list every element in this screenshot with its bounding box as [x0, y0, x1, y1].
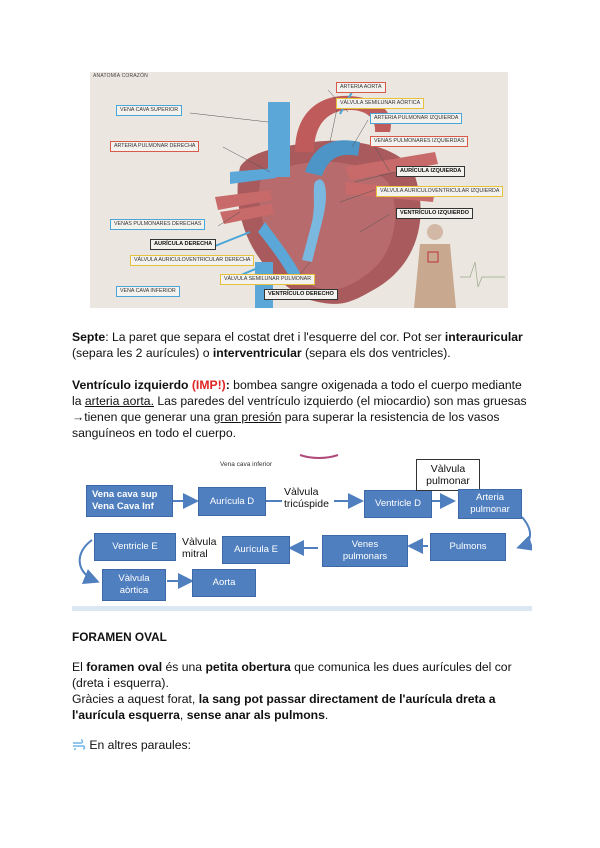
- vena-cava-box: [86, 485, 173, 517]
- septe-text-2: (separa les 2 aurícules) o: [72, 346, 213, 360]
- foramen-paragraph-2: [72, 691, 534, 723]
- label-valvula-semilunar-pulmonar: VÁLVULA SEMILUNAR PULMONAR: [220, 274, 315, 285]
- septe-term: Septe: [72, 330, 106, 344]
- petita-obertura-term: petita obertura: [205, 660, 291, 674]
- figure-corner-label: ANATOMÍA CORAZÓN: [93, 73, 148, 79]
- label-ventriculo-izquierdo: VENTRÍCULO IZQUIERDO: [396, 208, 473, 219]
- valvula-mitral-line-2: mitral: [182, 548, 208, 560]
- label-venas-pulmonares-izquierdas: VENAS PULMONARES IZQUIERDAS: [370, 136, 468, 147]
- interventricular-term: interventricular: [212, 346, 302, 360]
- valvula-tricuspide-line-2: tricúspide: [284, 498, 329, 510]
- valvula-aortica-line-1: Vàlvula: [118, 573, 150, 584]
- valvula-tricuspide-line-1: Vàlvula: [284, 486, 319, 498]
- valvula-tricuspide-text: [284, 486, 329, 510]
- foramen-heading: FORAMEN OVAL: [72, 630, 167, 644]
- foramen-p2-a: Gràcies a aquest forat,: [72, 692, 199, 706]
- label-valvula-semilunar-aortica: VÁLVULA SEMILUNAR AÓRTICA: [336, 98, 424, 109]
- ventriculo-text-1: bombea sangre oxigenada a todo el cuerpo mediante la: [72, 378, 522, 408]
- label-valvula-auriculoventricular-derecha: VÁLVULA AURICULOVENTRICULAR DERECHA: [130, 255, 254, 266]
- label-arteria-pulmonar-izquierda: ARTERIA PULMONAR IZQUIERDA: [370, 113, 462, 124]
- ventriculo-paragraph: [72, 377, 534, 441]
- foramen-p2-c: ,: [179, 708, 187, 722]
- gran-presion-text: gran presión: [213, 410, 282, 424]
- label-vena-cava-inferior: VENA CAVA INFERIOR: [116, 286, 180, 297]
- valvula-mitral-text: [182, 536, 216, 560]
- arteria-pulmonar-line-1: Arteria: [476, 492, 504, 503]
- aorta-box: Aorta: [192, 569, 256, 597]
- septe-text-3: (separa els dos ventricles).: [301, 346, 451, 360]
- interauricular-term: interauricular: [444, 330, 523, 344]
- foramen-paragraph-1: [72, 659, 534, 691]
- auricula-d-box: Aurícula D: [198, 487, 266, 516]
- venes-pulmonars-line-2: pulmonars: [342, 551, 388, 562]
- auricula-e-box: Aurícula E: [222, 536, 290, 564]
- arteria-pulmonar-line-2: pulmonar: [470, 504, 510, 515]
- valvula-aortica-line-2: aòrtica: [119, 585, 149, 596]
- label-auricula-izquierda: AURÍCULA IZQUIERDA: [396, 166, 465, 177]
- ventricle-d-box: Ventricle D: [364, 490, 432, 518]
- ventriculo-text-3: para superar la resistencia de los vasos sanguíneos en todo el cuerpo.: [72, 410, 500, 440]
- foramen-paragraph-3: [72, 737, 534, 755]
- valvula-mitral-line-1: Vàlvula: [182, 536, 217, 548]
- label-auricula-derecha: AURÍCULA DERECHA: [150, 239, 216, 250]
- venes-pulmonars-line-1: Venes: [351, 539, 379, 550]
- septe-paragraph: [72, 329, 534, 361]
- imp-badge: (IMP!): [191, 378, 226, 392]
- ventriculo-text-2: Las paredes del ventrículo izquierdo (el miocardio) son mas gruesas →tienen que generar una: [72, 394, 527, 424]
- label-ventriculo-derecho: VENTRÍCULO DERECHO: [264, 289, 338, 300]
- foramen-p1-c: és una: [162, 660, 206, 674]
- vena-cava-inferior-top-label: Vena cava inferior: [220, 461, 273, 468]
- septe-text-1: : La paret que separa el costat dret i l'esquerre del cor. Pot ser: [105, 330, 445, 344]
- foramen-oval-term: foramen oval: [86, 660, 163, 674]
- valvula-pulmonar-box: [416, 459, 480, 491]
- foramen-p2-bold-2: sense anar als pulmons: [186, 708, 325, 722]
- arteria-aorta-link: arteria aorta.: [84, 394, 154, 408]
- dash-wind-icon: [72, 739, 86, 755]
- label-vena-cava-superior: VENA CAVA SUPERIOR: [116, 105, 182, 116]
- valvula-pulmonar-line-2: pulmonar: [426, 475, 470, 487]
- foramen-p1-e: que comunica les dues aurícules del cor (dreta i esquerra).: [72, 660, 512, 690]
- valvula-aortica-box: [102, 569, 166, 601]
- arteria-pulmonar-box: [458, 489, 522, 519]
- label-arteria-aorta: ARTERIA AORTA: [336, 82, 386, 93]
- valvula-pulmonar-line-1: Vàlvula: [430, 463, 466, 475]
- ventriculo-colon: :: [225, 378, 230, 392]
- heart-anatomy-figure: [90, 72, 508, 308]
- foramen-p2-e: .: [324, 708, 329, 722]
- foramen-p1-a: El: [72, 660, 87, 674]
- foramen-p3-text: En altres paraules:: [89, 738, 192, 752]
- circulation-flow-diagram: [72, 453, 532, 615]
- vena-cava-sup-text: Vena cava sup: [92, 489, 158, 500]
- label-venas-pulmonares-derechas: VENAS PULMONARES DERECHAS: [110, 219, 205, 230]
- ventricle-e-box: Ventricle E: [94, 533, 176, 561]
- pulmons-box: Pulmons: [430, 533, 506, 561]
- label-arteria-pulmonar-derecha: ARTERIA PULMONAR DERECHA: [110, 141, 199, 152]
- label-valvula-auriculoventricular-izquierda: VÁLVULA AURICULOVENTRICULAR IZQUIERDA: [376, 186, 503, 197]
- foramen-p2-bold-1: la sang pot passar directament de l'aurícula dreta a l'aurícula esquerra: [72, 692, 496, 722]
- ventriculo-term: Ventrículo izquierdo: [72, 378, 189, 392]
- venes-pulmonars-box: [322, 535, 408, 567]
- vena-cava-inf-text: Vena Cava Inf: [92, 501, 154, 512]
